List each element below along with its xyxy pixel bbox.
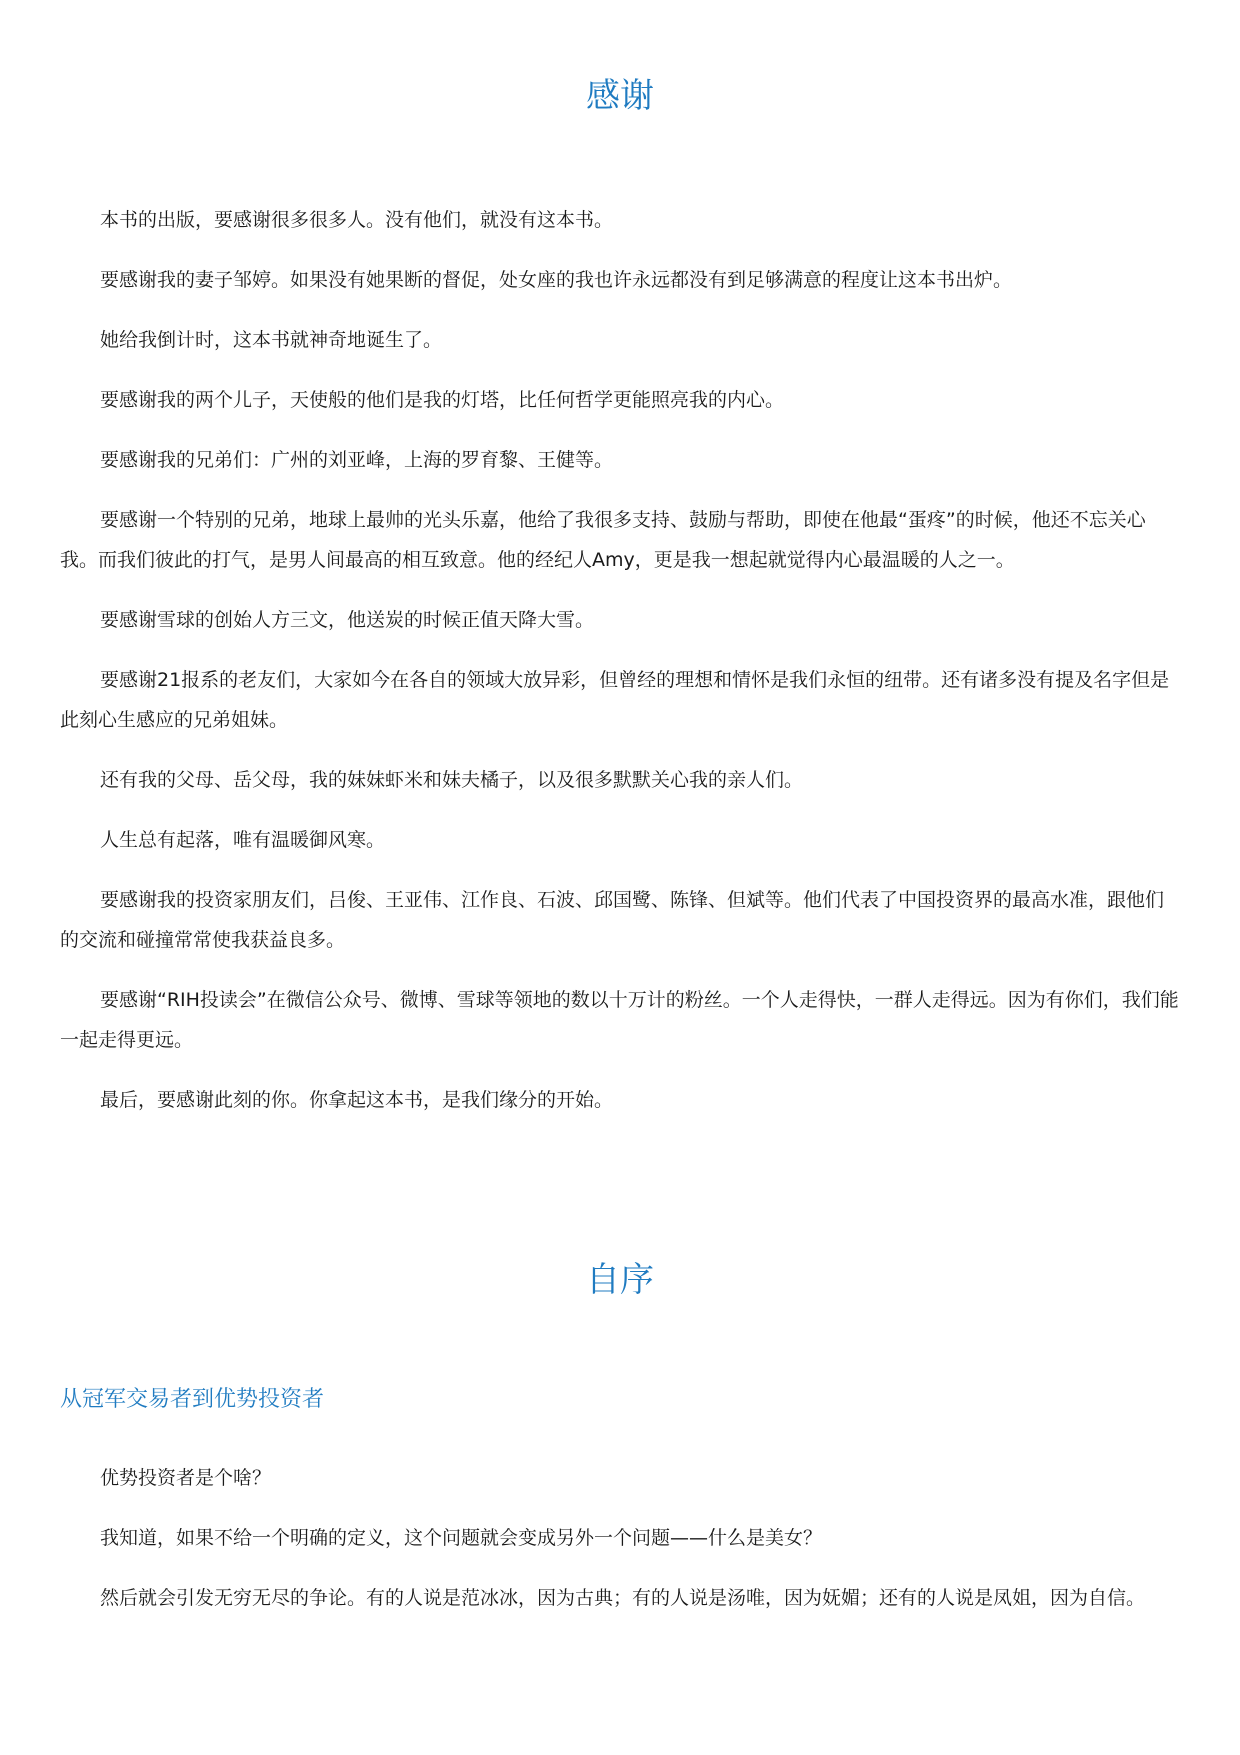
paragraph: 优势投资者是个啥？ — [100, 1467, 272, 1489]
paragraph: 最后，要感谢此刻的你。你拿起这本书，是我们缘分的开始。 — [100, 1089, 614, 1111]
paragraph: 要感谢雪球的创始人方三文，他送炭的时候正值天降大雪。 — [100, 609, 595, 631]
paragraph: 还有我的父母、岳父母，我的妹妹虾米和妹夫橘子，以及很多默默关心我的亲人们。 — [100, 769, 804, 791]
paragraph: 然后就会引发无穷无尽的争论。有的人说是范冰冰，因为古典；有的人说是汤唯，因为妩媚；还有的人说是凤姐，因为自信。 — [100, 1587, 1146, 1609]
paragraph: 要感谢我的兄弟们：广州的刘亚峰，上海的罗育黎、王健等。 — [100, 449, 614, 471]
paragraph: 她给我倒计时，这本书就神奇地诞生了。 — [100, 329, 443, 351]
preface-section-heading: 从冠军交易者到优势投资者 — [60, 1387, 325, 1412]
paragraph: 要感谢“RIH投读会”在微信公众号、微博、雪球等领地的数以十万计的粉丝。一个人走得快，一群人走得远。因为有你们，我们能一起走得更远。 — [60, 989, 1179, 1051]
acknowledgements-body — [60, 200, 1180, 1140]
preface-title: 自序 — [586, 1260, 654, 1300]
paragraph: 本书的出版，要感谢很多很多人。没有他们，就没有这本书。 — [100, 209, 614, 231]
paragraph: 我知道，如果不给一个明确的定义，这个问题就会变成另外一个问题——什么是美女？ — [100, 1527, 823, 1549]
preface-body — [60, 1458, 1180, 1638]
paragraph: 要感谢我的两个儿子，天使般的他们是我的灯塔，比任何哲学更能照亮我的内心。 — [100, 389, 785, 411]
paragraph: 要感谢一个特别的兄弟，地球上最帅的光头乐嘉，他给了我很多支持、鼓励与帮助，即使在他最“蛋疼”的时候，他还不忘关心我。而我们彼此的打气，是男人间最高的相互致意。他的经纪人Amy，更是我一想起就觉得内心最温暖的人之一。 — [60, 509, 1146, 571]
acknowledgements-title: 感谢 — [586, 76, 654, 116]
paragraph: 要感谢我的妻子邹婷。如果没有她果断的督促，处女座的我也许永远都没有到足够满意的程度让这本书出炉。 — [100, 269, 1013, 291]
paragraph: 要感谢21报系的老友们，大家如今在各自的领域大放异彩，但曾经的理想和情怀是我们永恒的纽带。还有诸多没有提及名字但是此刻心生感应的兄弟姐妹。 — [60, 669, 1170, 731]
paragraph: 要感谢我的投资家朋友们，吕俊、王亚伟、江作良、石波、邱国鹭、陈锋、但斌等。他们代表了中国投资界的最高水准，跟他们的交流和碰撞常常使我获益良多。 — [60, 889, 1165, 951]
paragraph: 人生总有起落，唯有温暖御风寒。 — [100, 829, 386, 851]
